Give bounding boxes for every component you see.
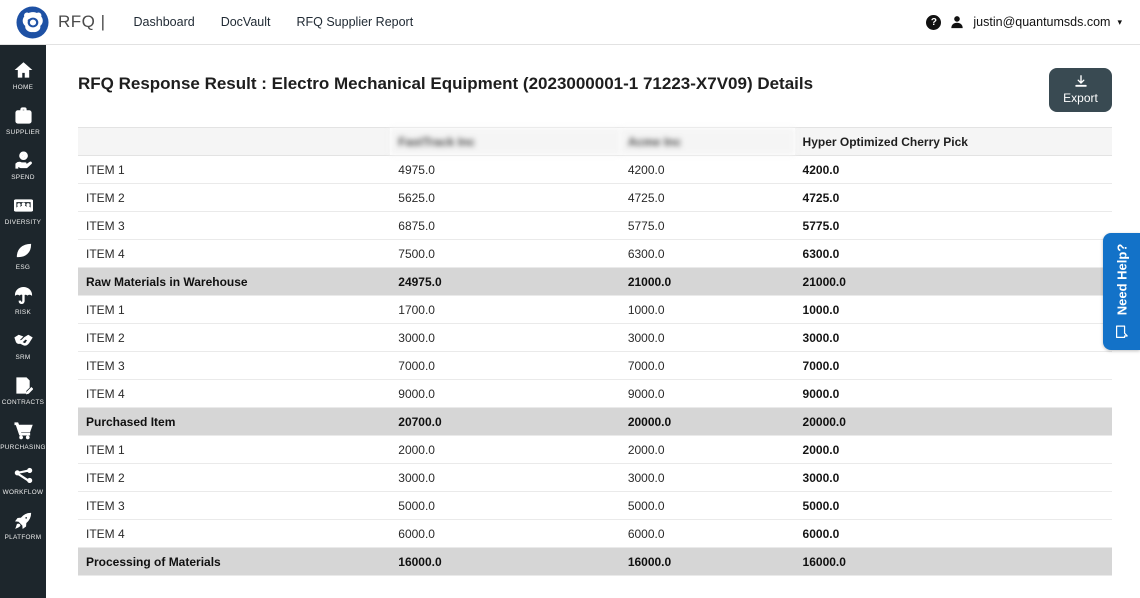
need-help-tab[interactable] — [1103, 233, 1140, 350]
workflow-nodes-icon — [14, 466, 33, 485]
handshake-icon — [14, 331, 33, 350]
summary-row — [78, 408, 1112, 436]
row-value: 3000.0 — [390, 464, 620, 492]
row-value: 4200.0 — [620, 156, 795, 184]
hand-dollar-icon — [14, 151, 33, 170]
row-value: 3000.0 — [390, 324, 620, 352]
row-label: ITEM 2 — [78, 464, 390, 492]
export-button[interactable] — [1049, 68, 1112, 112]
nav-link-rfq-supplier-report[interactable]: RFQ Supplier Report — [296, 15, 414, 29]
row-value: 2000.0 — [795, 436, 1112, 464]
row-value: 6000.0 — [390, 520, 620, 548]
table-body — [78, 156, 1112, 576]
umbrella-icon — [14, 286, 33, 305]
column-header-supplier-2-blurred: Acme Inc — [620, 128, 795, 156]
row-value: 24975.0 — [390, 268, 620, 296]
row-label: ITEM 3 — [78, 212, 390, 240]
contract-pencil-icon — [14, 376, 33, 395]
table-row — [78, 296, 1112, 324]
row-value: 3000.0 — [795, 324, 1112, 352]
row-value: 5000.0 — [795, 492, 1112, 520]
row-value: 5000.0 — [620, 492, 795, 520]
row-value: 20000.0 — [795, 408, 1112, 436]
row-value: 3000.0 — [620, 464, 795, 492]
leaf-icon — [14, 241, 33, 260]
sidebar-item-srm[interactable]: SRM — [0, 324, 46, 369]
row-value: 1000.0 — [795, 296, 1112, 324]
main-content — [46, 45, 1140, 598]
row-label: ITEM 1 — [78, 436, 390, 464]
row-value: 20700.0 — [390, 408, 620, 436]
row-value: 4200.0 — [795, 156, 1112, 184]
row-label: ITEM 4 — [78, 520, 390, 548]
row-value: 21000.0 — [795, 268, 1112, 296]
row-label: Purchased Item — [78, 408, 390, 436]
download-icon — [1074, 75, 1088, 88]
row-label: ITEM 3 — [78, 492, 390, 520]
brand-text: RFQ | — [58, 12, 106, 31]
sidebar — [0, 45, 46, 598]
app-logo[interactable] — [16, 6, 106, 39]
sidebar-item-platform[interactable]: PLATFORM — [0, 504, 46, 549]
sidebar-item-diversity[interactable]: DIVERSITY — [0, 189, 46, 234]
table-row — [78, 492, 1112, 520]
row-value: 4725.0 — [620, 184, 795, 212]
nav-link-dashboard[interactable]: Dashboard — [133, 15, 195, 29]
row-value: 6000.0 — [795, 520, 1112, 548]
table-row — [78, 212, 1112, 240]
row-value: 16000.0 — [390, 548, 620, 576]
row-value: 20000.0 — [620, 408, 795, 436]
row-label: ITEM 1 — [78, 156, 390, 184]
row-value: 7000.0 — [390, 352, 620, 380]
briefcase-icon — [14, 106, 33, 125]
bull-logo-icon — [16, 6, 49, 39]
rfq-response-table — [78, 127, 1112, 576]
chat-bubble-icon — [1114, 324, 1129, 339]
row-value: 5625.0 — [390, 184, 620, 212]
row-value: 6300.0 — [620, 240, 795, 268]
page-title: RFQ Response Result : Electro Mechanical Equipment (2023000001-1 71223-X7V09) Details — [78, 74, 814, 93]
row-label: ITEM 1 — [78, 296, 390, 324]
table-row — [78, 156, 1112, 184]
table-row — [78, 464, 1112, 492]
row-value: 1000.0 — [620, 296, 795, 324]
need-help-label: Need Help? — [1114, 243, 1130, 316]
summary-row — [78, 548, 1112, 576]
home-icon — [14, 61, 33, 80]
rocket-icon — [14, 511, 33, 530]
table-row — [78, 184, 1112, 212]
nav-links — [134, 15, 414, 29]
sidebar-item-risk[interactable]: RISK — [0, 279, 46, 324]
sidebar-item-contracts[interactable]: CONTRACTS — [0, 369, 46, 414]
sidebar-item-purchasing[interactable]: PURCHASING — [0, 414, 46, 459]
row-value: 9000.0 — [390, 380, 620, 408]
row-value: 6000.0 — [620, 520, 795, 548]
row-value: 2000.0 — [620, 436, 795, 464]
table-row — [78, 436, 1112, 464]
people-card-icon — [14, 196, 33, 215]
help-icon[interactable]: ? — [926, 15, 941, 30]
row-label: Processing of Materials — [78, 548, 390, 576]
row-value: 16000.0 — [795, 548, 1112, 576]
column-header-cherry-pick: Hyper Optimized Cherry Pick — [795, 128, 1112, 156]
top-navbar — [0, 0, 1140, 45]
table-row — [78, 520, 1112, 548]
sidebar-item-workflow[interactable]: WORKFLOW — [0, 459, 46, 504]
chevron-down-icon[interactable]: ▾ — [1117, 16, 1122, 27]
row-value: 7500.0 — [390, 240, 620, 268]
row-value: 6300.0 — [795, 240, 1112, 268]
row-label: ITEM 2 — [78, 324, 390, 352]
row-value: 7000.0 — [620, 352, 795, 380]
row-value: 21000.0 — [620, 268, 795, 296]
row-label: ITEM 4 — [78, 380, 390, 408]
table-row — [78, 240, 1112, 268]
row-value: 7000.0 — [795, 352, 1112, 380]
row-value: 3000.0 — [795, 464, 1112, 492]
row-value: 5000.0 — [390, 492, 620, 520]
row-value: 4725.0 — [795, 184, 1112, 212]
column-header-item — [78, 128, 390, 156]
row-label: ITEM 3 — [78, 352, 390, 380]
row-value: 5775.0 — [795, 212, 1112, 240]
sidebar-item-esg[interactable]: ESG — [0, 234, 46, 279]
row-label: ITEM 4 — [78, 240, 390, 268]
sidebar-item-supplier[interactable]: SUPPLIER — [0, 99, 46, 144]
row-value: 9000.0 — [795, 380, 1112, 408]
table-row — [78, 380, 1112, 408]
need-help-inner — [1114, 244, 1129, 340]
table-row — [78, 324, 1112, 352]
row-value: 9000.0 — [620, 380, 795, 408]
row-value: 6875.0 — [390, 212, 620, 240]
column-header-supplier-1-blurred: FastTrack Inc — [390, 128, 620, 156]
table-row — [78, 352, 1112, 380]
summary-row — [78, 268, 1112, 296]
table-header-row — [78, 128, 1112, 156]
user-email[interactable]: justin@quantumsds.com — [973, 15, 1111, 29]
sidebar-item-home[interactable]: HOME — [0, 54, 46, 99]
user-icon — [950, 15, 964, 29]
row-label: Raw Materials in Warehouse — [78, 268, 390, 296]
page-header — [78, 68, 1112, 112]
row-value: 3000.0 — [620, 324, 795, 352]
nav-link-docvault[interactable]: DocVault — [220, 15, 271, 29]
row-value: 4975.0 — [390, 156, 620, 184]
sidebar-item-spend[interactable]: SPEND — [0, 144, 46, 189]
row-value: 2000.0 — [390, 436, 620, 464]
export-label: Export — [1063, 91, 1098, 105]
row-value: 5775.0 — [620, 212, 795, 240]
navbar-right — [926, 15, 1122, 30]
row-label: ITEM 2 — [78, 184, 390, 212]
row-value: 16000.0 — [620, 548, 795, 576]
cart-icon — [14, 421, 33, 440]
row-value: 1700.0 — [390, 296, 620, 324]
